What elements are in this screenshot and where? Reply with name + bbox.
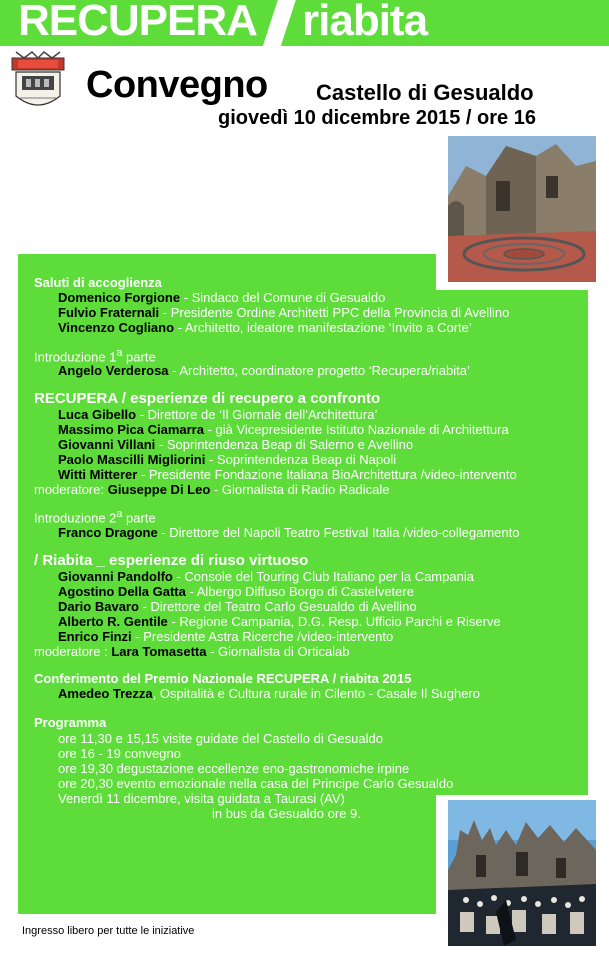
intro1-heading: Introduzione 1$^a$ parte — [34, 347, 156, 365]
speaker-line: Luca Gibello - Direttore de ‘Il Giornale dell’Architettura’ — [58, 407, 378, 422]
municipal-crest-icon — [10, 50, 66, 114]
speaker-line: Dario Bavaro - Direttore del Teatro Carlo Gesualdo di Avellino — [58, 599, 417, 614]
welcome-heading: Saluti di accoglienza — [34, 275, 162, 290]
speaker-line: Giovanni Pandolfo - Console del Touring Club Italiano per la Campania — [58, 569, 474, 584]
banner-slash — [260, 0, 297, 46]
speaker-line: Franco Dragone - Direttore del Napoli Teatro Festival Italia /video-collegamento — [58, 525, 520, 540]
speaker-line: Agostino Della Gatta - Albergo Diffuso Borgo di Castelvetere — [58, 584, 414, 599]
speaker-line: Alberto R. Gentile - Regione Campania, D.G. Resp. Ufficio Parchi e Riserve — [58, 614, 501, 629]
speaker-line: Witti Mitterer - Presidente Fondazione Italiana BioArchitettura /video-intervento — [58, 467, 517, 482]
program-item: ore 20,30 evento emozionale nella casa del Principe Carlo Gesualdo — [58, 776, 454, 791]
award-recipient: Amedeo Trezza, Ospitalità e Cultura rurale in Cilento - Casale Il Sughero — [58, 686, 480, 701]
speaker-line: Fulvio Fraternali - Presidente Ordine Architetti PPC della Provincia di Avellino — [58, 305, 510, 320]
program-item: Venerdì 11 dicembre, visita guidata a Taurasi (AV) — [58, 791, 345, 806]
castle-courtyard-photo — [446, 136, 598, 288]
speaker-line: Domenico Forgione - Sindaco del Comune di Gesualdo — [58, 290, 386, 305]
moderator-line: moderatore: Giuseppe Di Leo - Giornalista di Radio Radicale — [34, 482, 390, 497]
award-heading: Conferimento del Premio Nazionale RECUPERA / riabita 2015 — [34, 671, 412, 686]
speaker-line: Paolo Mascilli Migliorini - Soprintendenza Beap di Napoli — [58, 452, 397, 467]
concert-ruins-photo — [446, 800, 598, 952]
intro2-heading: Introduzione 2$^a$ parte — [34, 508, 156, 526]
event-date: giovedì 10 dicembre 2015 / ore 16 — [218, 107, 536, 129]
speaker-line: Massimo Pica Ciamarra - già Vicepresidente Istituto Nazionale di Architettura — [58, 422, 509, 437]
program-item: ore 16 - 19 convegno — [58, 746, 181, 761]
session2-heading: / Riabita _ esperienze di riuso virtuoso — [34, 552, 309, 569]
program-heading: Programma — [34, 715, 107, 730]
program-item: in bus da Gesualdo ore 9. — [212, 806, 361, 821]
speaker-line: Vincenzo Cogliano - Architetto, ideatore manifestazione ‘Invito a Corte’ — [58, 320, 472, 335]
program-item: ore 11,30 e 15,15 visite guidate del Castello di Gesualdo — [58, 731, 383, 746]
footer-note: Ingresso libero per tutte le iniziative — [22, 925, 195, 937]
venue-name: Castello di Gesualdo — [316, 80, 534, 105]
speaker-line: Enrico Finzi - Presidente Astra Ricerche /video-intervento — [58, 629, 394, 644]
session1-heading: RECUPERA / esperienze di recupero a confronto — [34, 390, 381, 407]
speaker-line: Giovanni Villani - Soprintendenza Beap di Salerno e Avellino — [58, 437, 414, 452]
moderator-line: moderatore : Lara Tomasetta - Giornalista di Orticalab — [34, 644, 350, 659]
speaker-line: Angelo Verderosa - Architetto, coordinatore progetto ‘Recupera/riabita’ — [58, 363, 470, 378]
banner-word-recupera: RECUPERA — [18, 0, 257, 45]
page-title: Convegno — [86, 64, 268, 106]
program-item: ore 19,30 degustazione eccellenze eno-gastronomiche irpine — [58, 761, 410, 776]
title-banner — [0, 0, 609, 46]
banner-word-riabita: riabita — [302, 0, 428, 45]
